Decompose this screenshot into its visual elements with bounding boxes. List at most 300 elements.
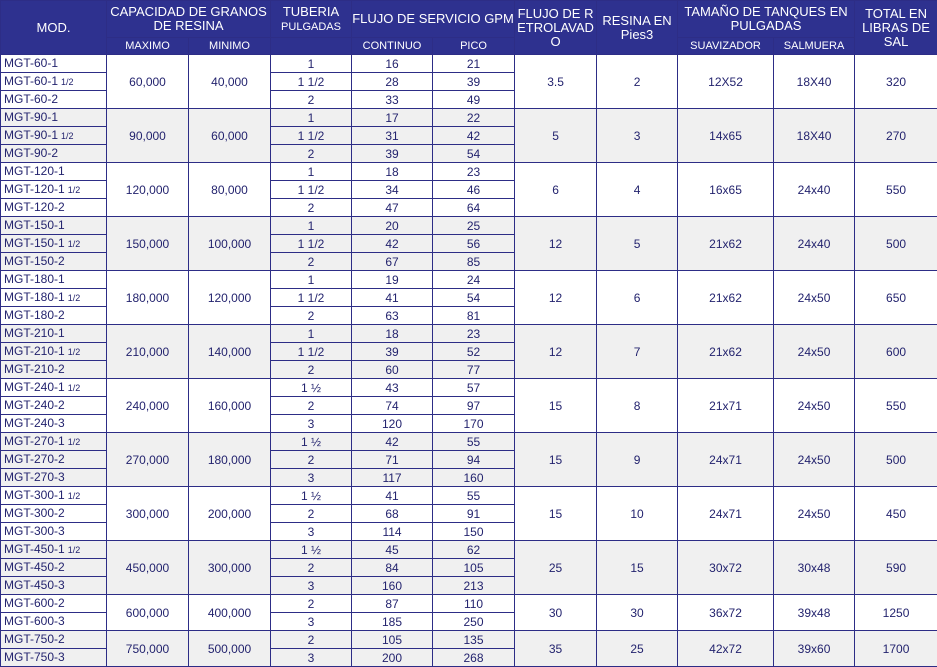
model-name: MGT-240-3 (4, 416, 65, 430)
tuberia-cell: 2 (271, 451, 352, 469)
model-name: MGT-300-2 (4, 506, 65, 520)
continuo-cell: 17 (352, 109, 433, 127)
retrolavado-cell: 15 (515, 487, 597, 541)
tuberia-cell: 3 (271, 469, 352, 487)
model-cell (1, 325, 107, 343)
retrolavado-cell: 35 (515, 631, 597, 667)
continuo-cell: 45 (352, 541, 433, 559)
col-header-suavizador: SUAVIZADOR (678, 38, 774, 55)
model-name: MGT-180-1 (4, 290, 65, 304)
model-name: MGT-210-1 (4, 344, 65, 358)
pico-cell: 23 (433, 325, 515, 343)
salmuera-cell: 24x40 (774, 217, 855, 271)
model-cell (1, 487, 107, 505)
tuberia-cell: 2 (271, 307, 352, 325)
retrolavado-cell: 12 (515, 325, 597, 379)
model-fraction: 1/2 (68, 347, 81, 357)
continuo-cell: 18 (352, 325, 433, 343)
continuo-cell: 42 (352, 235, 433, 253)
model-group (1, 433, 937, 487)
model-cell (1, 433, 107, 451)
model-name: MGT-120-2 (4, 200, 65, 214)
model-fraction: 1/2 (68, 491, 81, 501)
tuberia-cell: 3 (271, 613, 352, 631)
salmuera-cell: 39x60 (774, 631, 855, 667)
tuberia-cell: 1 1/2 (271, 289, 352, 307)
model-name: MGT-300-3 (4, 524, 65, 538)
tuberia-cell: 2 (271, 631, 352, 649)
col-header-salmuera: SALMUERA (774, 38, 855, 55)
min-cell: 80,000 (189, 163, 271, 217)
model-name: MGT-750-3 (4, 650, 65, 664)
model-name: MGT-180-2 (4, 308, 65, 322)
pico-cell: 24 (433, 271, 515, 289)
tuberia-label: TUBERIA (283, 4, 339, 19)
model-cell (1, 181, 107, 199)
model-group (1, 541, 937, 595)
salmuera-cell: 24x50 (774, 325, 855, 379)
model-cell (1, 595, 107, 613)
pico-cell: 23 (433, 163, 515, 181)
tuberia-cell: 2 (271, 91, 352, 109)
model-cell (1, 415, 107, 433)
suavizador-cell: 14x65 (678, 109, 774, 163)
model-group (1, 163, 937, 217)
model-name: MGT-450-3 (4, 578, 65, 592)
resina-cell: 10 (597, 487, 678, 541)
pico-cell: 150 (433, 523, 515, 541)
tuberia-cell: 1 (271, 325, 352, 343)
suavizador-cell: 24x71 (678, 433, 774, 487)
model-name: MGT-270-2 (4, 452, 65, 466)
min-cell: 400,000 (189, 595, 271, 631)
max-cell: 450,000 (107, 541, 189, 595)
table-row (1, 487, 937, 505)
suavizador-cell: 24x71 (678, 487, 774, 541)
resina-cell: 6 (597, 271, 678, 325)
table-row (1, 217, 937, 235)
sal-cell: 1250 (855, 595, 937, 631)
model-fraction: 1/2 (68, 185, 81, 195)
resina-cell: 2 (597, 55, 678, 109)
model-name: MGT-120-1 (4, 164, 65, 178)
continuo-cell: 33 (352, 91, 433, 109)
model-name: MGT-600-3 (4, 614, 65, 628)
sal-cell: 1700 (855, 631, 937, 667)
resina-cell: 8 (597, 379, 678, 433)
model-name: MGT-60-1 (4, 74, 58, 88)
continuo-cell: 31 (352, 127, 433, 145)
tuberia-cell: 3 (271, 577, 352, 595)
table-row (1, 379, 937, 397)
model-name: MGT-90-1 (4, 110, 58, 124)
pico-cell: 94 (433, 451, 515, 469)
table-header (1, 1, 937, 55)
continuo-cell: 87 (352, 595, 433, 613)
salmuera-cell: 24x50 (774, 487, 855, 541)
model-group (1, 55, 937, 109)
min-cell: 40,000 (189, 55, 271, 109)
model-cell (1, 523, 107, 541)
retrolavado-cell: 25 (515, 541, 597, 595)
model-cell (1, 469, 107, 487)
continuo-cell: 19 (352, 271, 433, 289)
pico-cell: 56 (433, 235, 515, 253)
pico-cell: 22 (433, 109, 515, 127)
resina-cell: 9 (597, 433, 678, 487)
resina-cell: 30 (597, 595, 678, 631)
col-header-tuberia (271, 1, 352, 38)
continuo-cell: 34 (352, 181, 433, 199)
max-cell: 210,000 (107, 325, 189, 379)
model-cell (1, 541, 107, 559)
salmuera-cell: 24x50 (774, 379, 855, 433)
model-name: MGT-600-2 (4, 596, 65, 610)
tuberia-cell: 1 (271, 271, 352, 289)
model-group (1, 631, 937, 667)
model-name: MGT-90-2 (4, 146, 58, 160)
retrolavado-cell: 6 (515, 163, 597, 217)
sal-cell: 550 (855, 163, 937, 217)
max-cell: 750,000 (107, 631, 189, 667)
tuberia-cell: 3 (271, 523, 352, 541)
continuo-cell: 67 (352, 253, 433, 271)
min-cell: 140,000 (189, 325, 271, 379)
continuo-cell: 160 (352, 577, 433, 595)
model-name: MGT-210-1 (4, 326, 65, 340)
model-cell (1, 343, 107, 361)
pico-cell: 21 (433, 55, 515, 73)
tuberia-cell: 1 (271, 109, 352, 127)
suavizador-cell: 42x72 (678, 631, 774, 667)
table-row (1, 631, 937, 649)
col-header-mod: MOD. (1, 1, 107, 55)
max-cell: 600,000 (107, 595, 189, 631)
pico-cell: 170 (433, 415, 515, 433)
resina-cell: 7 (597, 325, 678, 379)
suavizador-cell: 21x62 (678, 217, 774, 271)
min-cell: 120,000 (189, 271, 271, 325)
model-name: MGT-450-2 (4, 560, 65, 574)
pico-cell: 62 (433, 541, 515, 559)
tuberia-cell: 1 1/2 (271, 235, 352, 253)
model-cell (1, 307, 107, 325)
sal-cell: 550 (855, 379, 937, 433)
continuo-cell: 105 (352, 631, 433, 649)
model-cell (1, 577, 107, 595)
model-cell (1, 379, 107, 397)
min-cell: 160,000 (189, 379, 271, 433)
model-group (1, 325, 937, 379)
max-cell: 150,000 (107, 217, 189, 271)
max-cell: 90,000 (107, 109, 189, 163)
suavizador-cell: 21x62 (678, 271, 774, 325)
model-cell (1, 361, 107, 379)
model-fraction: 1/2 (68, 293, 81, 303)
salmuera-cell: 39x48 (774, 595, 855, 631)
pico-cell: 77 (433, 361, 515, 379)
tuberia-cell: 1 ½ (271, 379, 352, 397)
tuberia-cell: 1 (271, 217, 352, 235)
model-cell (1, 145, 107, 163)
model-fraction: 1/2 (68, 239, 81, 249)
salmuera-cell: 30x48 (774, 541, 855, 595)
min-cell: 200,000 (189, 487, 271, 541)
model-name: MGT-60-2 (4, 92, 58, 106)
model-cell (1, 163, 107, 181)
col-header-total-sal: TOTAL EN LIBRAS DE SAL (855, 1, 937, 55)
model-name: MGT-210-2 (4, 362, 65, 376)
model-fraction: 1/2 (68, 545, 81, 555)
pico-cell: 81 (433, 307, 515, 325)
col-header-tuberia-sub (271, 38, 352, 55)
max-cell: 180,000 (107, 271, 189, 325)
tuberia-cell: 1 1/2 (271, 127, 352, 145)
model-cell (1, 199, 107, 217)
continuo-cell: 18 (352, 163, 433, 181)
tuberia-cell: 2 (271, 505, 352, 523)
tuberia-cell: 3 (271, 649, 352, 667)
model-cell (1, 505, 107, 523)
model-name: MGT-90-1 (4, 128, 58, 142)
salmuera-cell: 18X40 (774, 55, 855, 109)
retrolavado-cell: 15 (515, 379, 597, 433)
continuo-cell: 39 (352, 343, 433, 361)
col-header-flujo-retrolavado: FLUJO DE RETROLAVADO (515, 1, 597, 55)
pico-cell: 250 (433, 613, 515, 631)
table-row (1, 55, 937, 73)
max-cell: 300,000 (107, 487, 189, 541)
sal-cell: 500 (855, 433, 937, 487)
model-cell (1, 55, 107, 73)
sal-cell: 270 (855, 109, 937, 163)
retrolavado-cell: 5 (515, 109, 597, 163)
continuo-cell: 41 (352, 487, 433, 505)
col-header-capacidad: CAPACIDAD DE GRANOS DE RESINA (107, 1, 271, 38)
salmuera-cell: 24x50 (774, 433, 855, 487)
table-row (1, 433, 937, 451)
continuo-cell: 63 (352, 307, 433, 325)
tuberia-cell: 1 ½ (271, 487, 352, 505)
table-row (1, 595, 937, 613)
tuberia-cell: 1 1/2 (271, 343, 352, 361)
model-cell (1, 649, 107, 667)
pico-cell: 110 (433, 595, 515, 613)
tuberia-cell: 1 (271, 163, 352, 181)
pico-cell: 91 (433, 505, 515, 523)
model-cell (1, 451, 107, 469)
pico-cell: 105 (433, 559, 515, 577)
salmuera-cell: 24x50 (774, 271, 855, 325)
table-row (1, 271, 937, 289)
pico-cell: 268 (433, 649, 515, 667)
min-cell: 180,000 (189, 433, 271, 487)
tuberia-cell: 2 (271, 595, 352, 613)
model-name: MGT-150-1 (4, 218, 65, 232)
continuo-cell: 185 (352, 613, 433, 631)
tuberia-cell: 1 ½ (271, 541, 352, 559)
retrolavado-cell: 30 (515, 595, 597, 631)
tuberia-cell: 1 1/2 (271, 181, 352, 199)
min-cell: 60,000 (189, 109, 271, 163)
col-header-flujo-servicio: FLUJO DE SERVICIO GPM (352, 1, 515, 38)
model-fraction: 1/2 (61, 131, 74, 141)
model-cell (1, 289, 107, 307)
col-header-continuo: CONTINUO (352, 38, 433, 55)
continuo-cell: 47 (352, 199, 433, 217)
min-cell: 100,000 (189, 217, 271, 271)
pico-cell: 160 (433, 469, 515, 487)
model-name: MGT-150-2 (4, 254, 65, 268)
model-cell (1, 559, 107, 577)
model-name: MGT-750-2 (4, 632, 65, 646)
continuo-cell: 39 (352, 145, 433, 163)
pico-cell: 52 (433, 343, 515, 361)
continuo-cell: 117 (352, 469, 433, 487)
model-group (1, 217, 937, 271)
pico-cell: 213 (433, 577, 515, 595)
continuo-cell: 71 (352, 451, 433, 469)
continuo-cell: 120 (352, 415, 433, 433)
suavizador-cell: 21x71 (678, 379, 774, 433)
resina-cell: 15 (597, 541, 678, 595)
salmuera-cell: 24x40 (774, 163, 855, 217)
resina-cell: 5 (597, 217, 678, 271)
sal-cell: 450 (855, 487, 937, 541)
tuberia-cell: 2 (271, 559, 352, 577)
tuberia-cell: 1 (271, 55, 352, 73)
model-cell (1, 253, 107, 271)
sal-cell: 590 (855, 541, 937, 595)
suavizador-cell: 16x65 (678, 163, 774, 217)
retrolavado-cell: 12 (515, 271, 597, 325)
sal-cell: 320 (855, 55, 937, 109)
model-cell (1, 109, 107, 127)
model-cell (1, 631, 107, 649)
col-header-tanques: TAMAÑO DE TANQUES EN PULGADAS (678, 1, 855, 38)
model-name: MGT-150-1 (4, 236, 65, 250)
salmuera-cell: 18X40 (774, 109, 855, 163)
suavizador-cell: 30x72 (678, 541, 774, 595)
pico-cell: 55 (433, 487, 515, 505)
pico-cell: 25 (433, 217, 515, 235)
continuo-cell: 60 (352, 361, 433, 379)
min-cell: 300,000 (189, 541, 271, 595)
model-cell (1, 217, 107, 235)
model-group (1, 109, 937, 163)
continuo-cell: 16 (352, 55, 433, 73)
continuo-cell: 84 (352, 559, 433, 577)
pico-cell: 54 (433, 145, 515, 163)
sal-cell: 650 (855, 271, 937, 325)
tuberia-cell: 2 (271, 199, 352, 217)
continuo-cell: 68 (352, 505, 433, 523)
pico-cell: 39 (433, 73, 515, 91)
pico-cell: 55 (433, 433, 515, 451)
tuberia-cell: 1 1/2 (271, 73, 352, 91)
pico-cell: 49 (433, 91, 515, 109)
model-cell (1, 127, 107, 145)
suavizador-cell: 21x62 (678, 325, 774, 379)
max-cell: 120,000 (107, 163, 189, 217)
pico-cell: 46 (433, 181, 515, 199)
continuo-cell: 20 (352, 217, 433, 235)
model-name: MGT-450-1 (4, 542, 65, 556)
sal-cell: 600 (855, 325, 937, 379)
pico-cell: 135 (433, 631, 515, 649)
pulgadas-label: PULGADAS (281, 21, 341, 33)
continuo-cell: 41 (352, 289, 433, 307)
col-header-maximo: MAXIMO (107, 38, 189, 55)
col-header-pico: PICO (433, 38, 515, 55)
continuo-cell: 28 (352, 73, 433, 91)
resina-cell: 3 (597, 109, 678, 163)
col-header-minimo: MINIMO (189, 38, 271, 55)
model-group (1, 271, 937, 325)
retrolavado-cell: 12 (515, 217, 597, 271)
resina-cell: 4 (597, 163, 678, 217)
continuo-cell: 200 (352, 649, 433, 667)
max-cell: 60,000 (107, 55, 189, 109)
min-cell: 500,000 (189, 631, 271, 667)
pico-cell: 97 (433, 397, 515, 415)
table-row (1, 541, 937, 559)
continuo-cell: 74 (352, 397, 433, 415)
model-cell (1, 613, 107, 631)
model-group (1, 487, 937, 541)
tuberia-cell: 2 (271, 253, 352, 271)
pico-cell: 64 (433, 199, 515, 217)
pico-cell: 57 (433, 379, 515, 397)
model-cell (1, 397, 107, 415)
suavizador-cell: 12X52 (678, 55, 774, 109)
model-group (1, 379, 937, 433)
model-fraction: 1/2 (61, 77, 74, 87)
model-name: MGT-180-1 (4, 272, 65, 286)
table-row (1, 109, 937, 127)
tuberia-cell: 3 (271, 415, 352, 433)
model-cell (1, 271, 107, 289)
model-cell (1, 91, 107, 109)
model-name: MGT-270-1 (4, 434, 65, 448)
model-name: MGT-120-1 (4, 182, 65, 196)
retrolavado-cell: 15 (515, 433, 597, 487)
model-name: MGT-240-1 (4, 380, 65, 394)
model-group (1, 595, 937, 631)
model-fraction: 1/2 (68, 383, 81, 393)
continuo-cell: 43 (352, 379, 433, 397)
model-fraction: 1/2 (68, 437, 81, 447)
pico-cell: 54 (433, 289, 515, 307)
model-cell (1, 235, 107, 253)
pico-cell: 42 (433, 127, 515, 145)
model-name: MGT-240-2 (4, 398, 65, 412)
model-name: MGT-270-3 (4, 470, 65, 484)
retrolavado-cell: 3.5 (515, 55, 597, 109)
tuberia-cell: 2 (271, 397, 352, 415)
suavizador-cell: 36x72 (678, 595, 774, 631)
resina-cell: 25 (597, 631, 678, 667)
continuo-cell: 114 (352, 523, 433, 541)
model-name: MGT-60-1 (4, 56, 58, 70)
model-name: MGT-300-1 (4, 488, 65, 502)
max-cell: 240,000 (107, 379, 189, 433)
tuberia-cell: 2 (271, 145, 352, 163)
tuberia-cell: 1 ½ (271, 433, 352, 451)
sal-cell: 500 (855, 217, 937, 271)
col-header-resina: RESINA EN Pies3 (597, 1, 678, 55)
model-cell (1, 73, 107, 91)
